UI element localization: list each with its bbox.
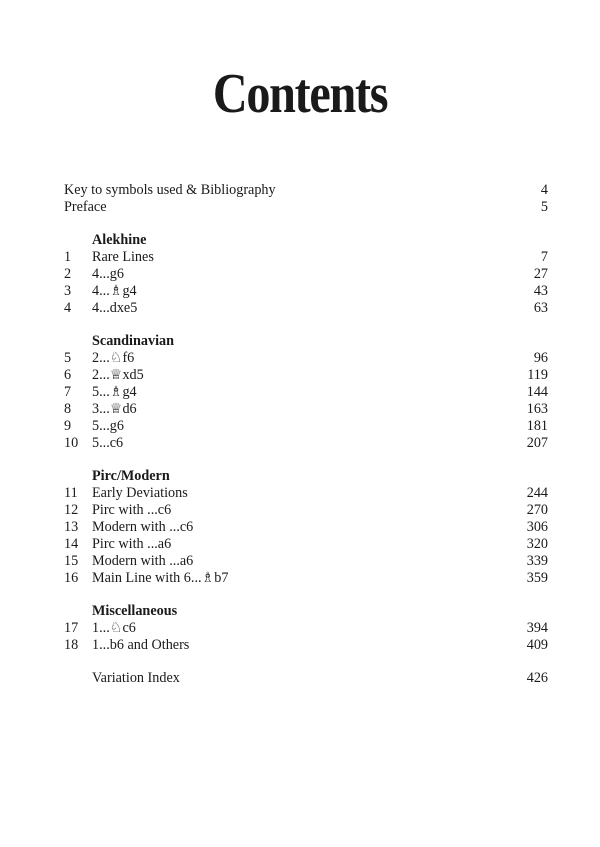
toc-entry[interactable]: [64, 502, 548, 519]
section-heading-miscellaneous: [64, 603, 548, 620]
page-title: Contents: [212, 63, 388, 125]
toc-entry[interactable]: [64, 536, 548, 553]
chapter-number: 7: [64, 384, 72, 400]
chapter-number: 11: [64, 485, 78, 501]
chapter-page: 270: [526, 502, 548, 518]
chapter-number: 16: [64, 570, 79, 586]
toc-entry[interactable]: [64, 401, 548, 418]
chapter-page: 306: [526, 519, 548, 535]
chapter-title: Pirc with ...a6: [92, 536, 172, 552]
chapter-page: 320: [526, 536, 548, 552]
chapter-title: Rare Lines: [92, 249, 154, 265]
chapter-number: 5: [64, 350, 72, 366]
section-heading: Scandinavian: [92, 333, 175, 349]
chapter-title: Modern with ...a6: [92, 553, 194, 569]
chapter-page: 96: [533, 350, 548, 366]
chapter-number: 6: [64, 367, 72, 383]
chapter-page: 359: [526, 570, 548, 586]
chapter-title: Pirc with ...c6: [92, 502, 172, 518]
chapter-title: Main Line with 6...♗b7: [92, 570, 229, 586]
toc-entry[interactable]: [64, 485, 548, 502]
toc-entry[interactable]: [64, 283, 548, 300]
chapter-title: 2...♘f6: [92, 350, 135, 366]
chapter-number: 15: [64, 553, 79, 569]
chapter-number: 18: [64, 637, 79, 653]
chapter-title: 1...b6 and Others: [92, 637, 190, 653]
chapter-page: 7: [540, 249, 548, 265]
chapter-title: 4...♗g4: [92, 283, 137, 299]
toc-entry-key-to-symbols[interactable]: [64, 182, 548, 199]
chapter-title: 3...♕d6: [92, 401, 137, 417]
chapter-page: 43: [533, 283, 548, 299]
toc-entry[interactable]: [64, 266, 548, 283]
toc-entry-label: Variation Index: [92, 670, 180, 686]
table-of-contents: [64, 182, 548, 687]
chapter-number: 3: [64, 283, 72, 299]
chapter-title: Early Deviations: [92, 485, 188, 501]
chapter-number: 13: [64, 519, 79, 535]
toc-entry[interactable]: [64, 435, 548, 452]
chapter-title: 5...♗g4: [92, 384, 137, 400]
section-heading-alekhine: [64, 232, 548, 249]
toc-entry[interactable]: [64, 350, 548, 367]
toc-entry[interactable]: [64, 570, 548, 587]
chapter-page: 207: [526, 435, 548, 451]
chapter-title: Modern with ...c6: [92, 519, 194, 535]
chapter-title: 5...g6: [92, 418, 124, 434]
chapter-page: 409: [526, 637, 548, 653]
chapter-page: 144: [526, 384, 548, 400]
chapter-title: 1...♘c6: [92, 620, 136, 636]
toc-entry[interactable]: [64, 553, 548, 570]
toc-entry[interactable]: [64, 367, 548, 384]
chapter-number: 9: [64, 418, 72, 434]
toc-entry-variation-index[interactable]: [64, 670, 548, 687]
toc-entry-page: 5: [540, 199, 548, 215]
chapter-page: 163: [526, 401, 548, 417]
chapter-number: 2: [64, 266, 72, 282]
chapter-title: 4...dxe5: [92, 300, 138, 316]
toc-entry-label: Key to symbols used & Bibliography: [64, 182, 276, 198]
chapter-page: 63: [533, 300, 548, 316]
chapter-title: 4...g6: [92, 266, 124, 282]
section-heading: Miscellaneous: [92, 603, 178, 619]
toc-entry-label: Preface: [64, 199, 107, 215]
chapter-number: 10: [64, 435, 79, 451]
chapter-title: 2...♕xd5: [92, 367, 144, 383]
chapter-page: 27: [533, 266, 548, 282]
toc-entry[interactable]: [64, 637, 548, 654]
chapter-number: 12: [64, 502, 79, 518]
toc-entry[interactable]: [64, 418, 548, 435]
toc-entry-page: 426: [526, 670, 548, 686]
chapter-number: 17: [64, 620, 79, 636]
chapter-title: 5...c6: [92, 435, 124, 451]
chapter-page: 394: [526, 620, 548, 636]
toc-entry[interactable]: [64, 519, 548, 536]
chapter-number: 1: [64, 249, 72, 265]
toc-entry[interactable]: [64, 384, 548, 401]
chapter-page: 244: [526, 485, 548, 501]
toc-entry-page: 4: [540, 182, 548, 198]
chapter-page: 181: [526, 418, 548, 434]
toc-entry[interactable]: [64, 249, 548, 266]
section-heading-pirc-modern: [64, 468, 548, 485]
toc-entry[interactable]: [64, 300, 548, 317]
chapter-number: 4: [64, 300, 72, 316]
chapter-number: 8: [64, 401, 72, 417]
chapter-page: 119: [527, 367, 548, 383]
toc-entry[interactable]: [64, 620, 548, 637]
chapter-number: 14: [64, 536, 79, 552]
toc-entry-preface[interactable]: [64, 199, 548, 216]
section-heading: Pirc/Modern: [92, 468, 170, 484]
section-heading-scandinavian: [64, 333, 548, 350]
section-heading: Alekhine: [92, 232, 147, 248]
chapter-page: 339: [526, 553, 548, 569]
